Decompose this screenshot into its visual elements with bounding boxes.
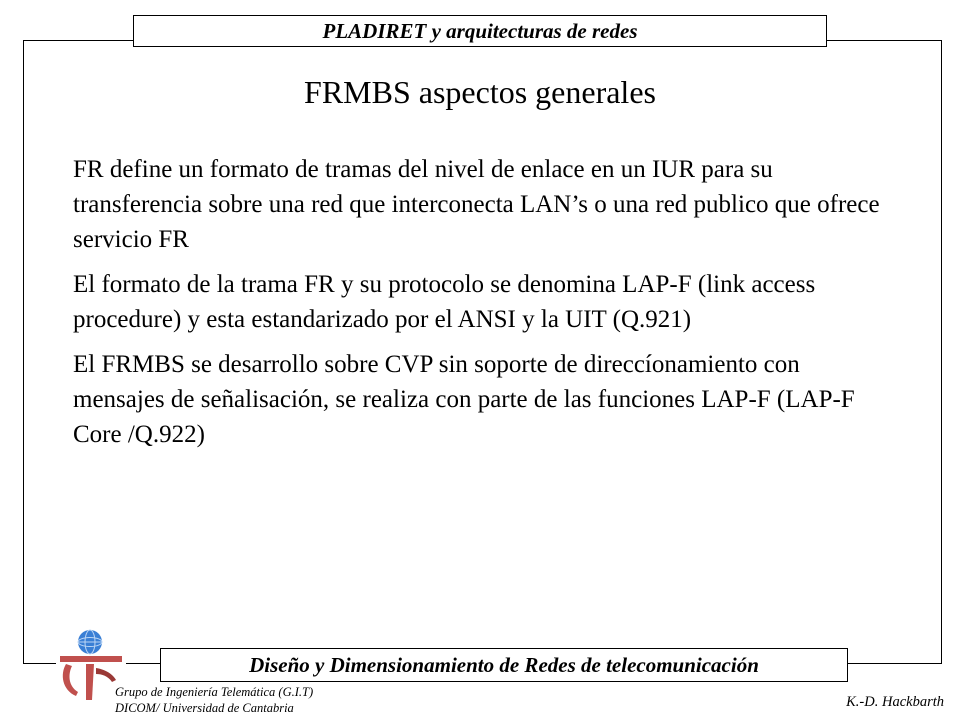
paragraph-3: El FRMBS se desarrollo sobre CVP sin soporte de direccíonamiento con mensajes de señalisación, se realiza con parte de las funciones LAP-F (LAP-F Core /Q.922) [73,351,855,448]
organization-info [115,684,313,716]
slide-content [73,152,883,462]
slide-title: FRMBS aspectos generales [304,74,656,110]
paragraph-1: FR define un formato de tramas del nivel de enlace en un IUR para su transferencia sobre una red que interconecta LAN’s o una red publico que ofrece servicio FR [73,156,880,253]
org-line-2: DICOM/ Universidad de Cantabria [115,701,294,715]
paragraph-2: El formato de la trama FR y su protocolo se denomina LAP-F (link access procedure) y esta estandarizado por el ANSI y la UIT (Q.921) [73,271,816,333]
author: K.-D. Hackbarth [846,694,944,710]
footer-title: Diseño y Dimensionamiento de Redes de telecomunicación [249,652,759,677]
header-title-box [133,15,827,47]
header-title: PLADIRET y arquitecturas de redes [322,18,638,43]
org-line-1: Grupo de Ingeniería Telemática (G.I.T) [115,685,314,699]
footer-title-box [160,648,848,682]
